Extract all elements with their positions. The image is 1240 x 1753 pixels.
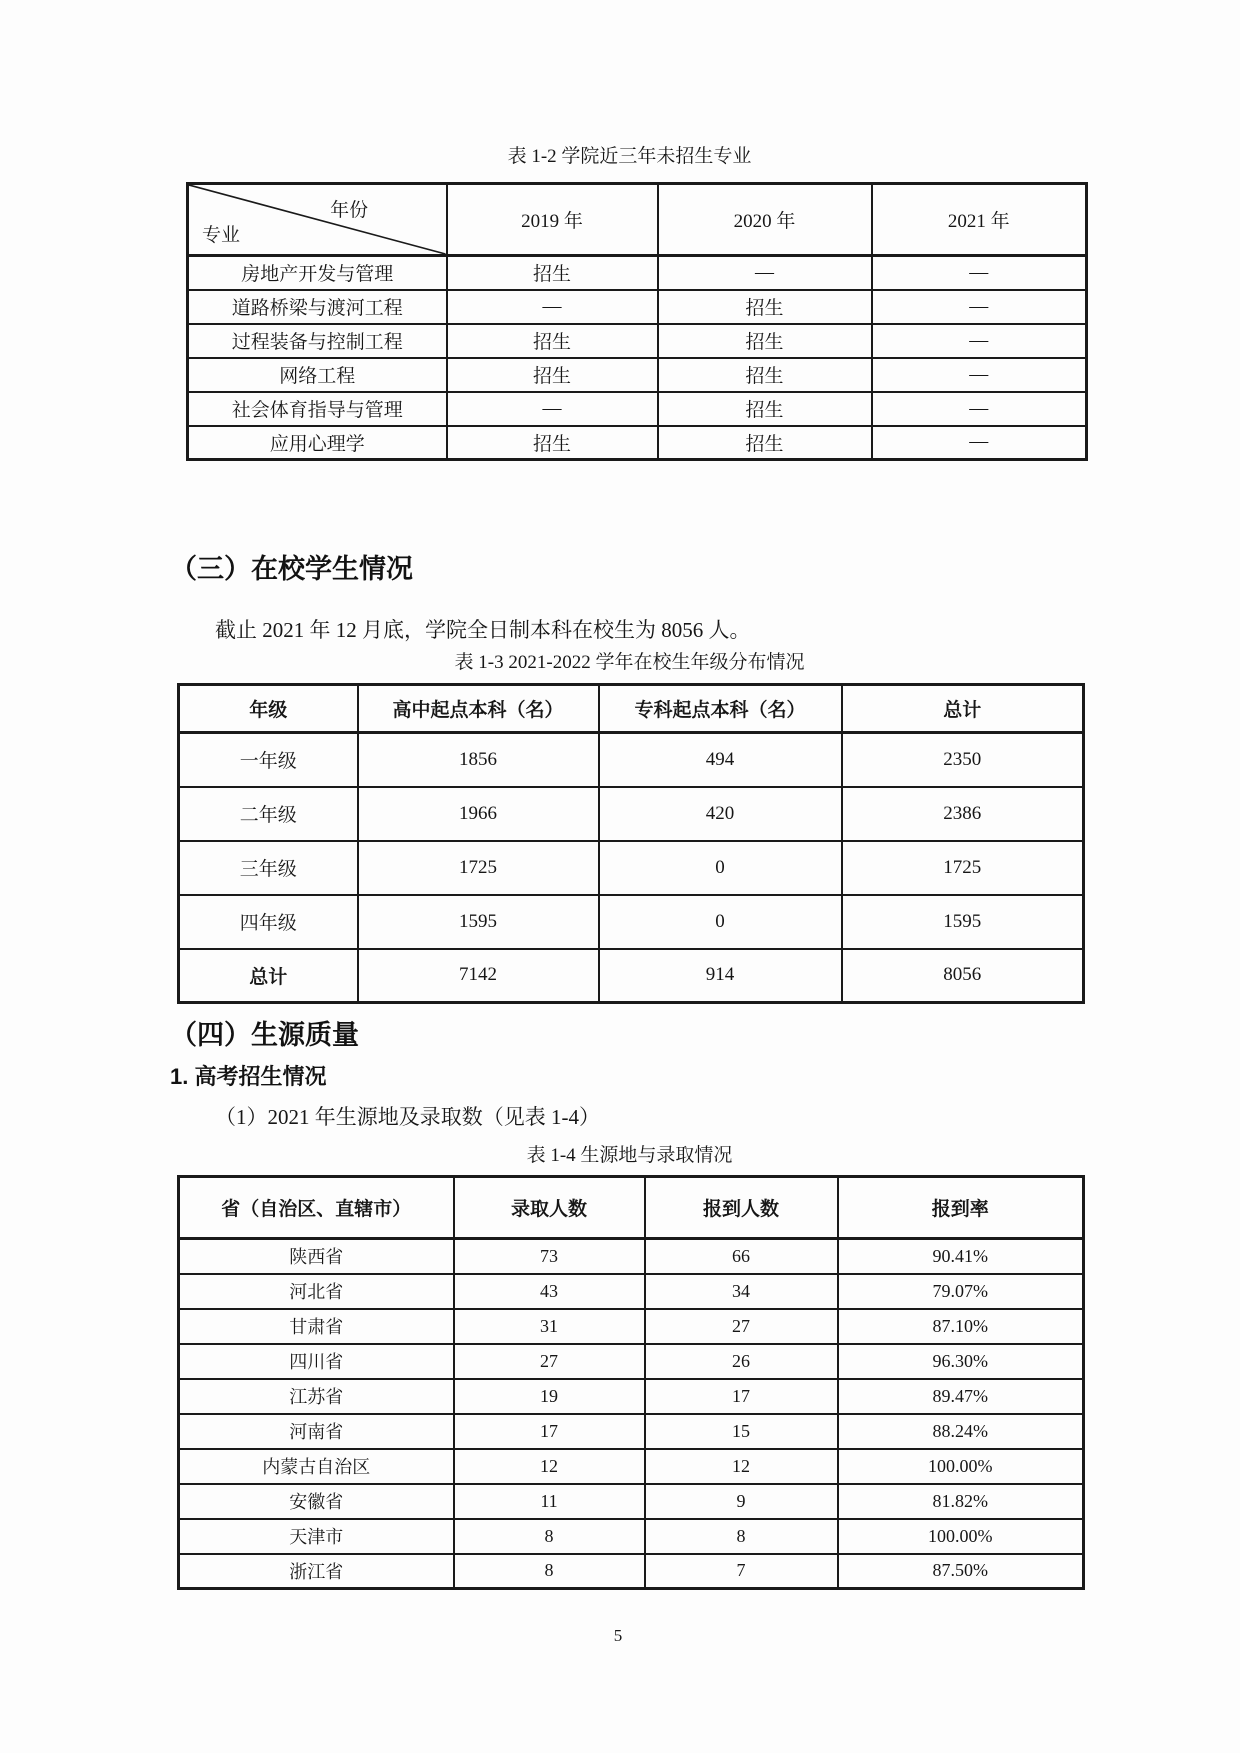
province-cell: 安徽省 bbox=[179, 1484, 454, 1519]
table-1-4-header-row bbox=[179, 1177, 1084, 1239]
section-heading-source-quality: （四）生源质量 bbox=[170, 1020, 359, 1050]
column-header-registered: 报到人数 bbox=[645, 1177, 838, 1239]
table-cell: 90.41% bbox=[838, 1239, 1084, 1274]
province-cell: 河北省 bbox=[179, 1274, 454, 1309]
table-cell: 0 bbox=[599, 841, 842, 895]
province-cell: 陕西省 bbox=[179, 1239, 454, 1274]
table-cell: 1856 bbox=[358, 733, 599, 787]
grade-cell: 四年级 bbox=[179, 895, 358, 949]
column-header-2020: 2020 年 bbox=[658, 184, 872, 256]
table-1-4-caption: 表 1-4 生源地与录取情况 bbox=[526, 1145, 733, 1166]
column-header-hs-entry: 高中起点本科（名） bbox=[358, 685, 599, 733]
table-1-3 bbox=[177, 683, 1085, 1004]
major-name-cell: 道路桥梁与渡河工程 bbox=[188, 290, 447, 324]
table-cell: 招生 bbox=[658, 392, 872, 426]
table-cell: 19 bbox=[454, 1379, 645, 1414]
table-cell: 100.00% bbox=[838, 1519, 1084, 1554]
table-row bbox=[179, 1344, 1084, 1379]
table-cell: 1966 bbox=[358, 787, 599, 841]
province-cell: 内蒙古自治区 bbox=[179, 1449, 454, 1484]
table-cell: 招生 bbox=[447, 324, 658, 358]
table-row bbox=[179, 1519, 1084, 1554]
table-1-4 bbox=[177, 1175, 1085, 1590]
table-cell: 31 bbox=[454, 1309, 645, 1344]
table-row bbox=[179, 895, 1084, 949]
table-row bbox=[179, 1554, 1084, 1589]
table-cell: 87.50% bbox=[838, 1554, 1084, 1589]
table-1-3-header-row bbox=[179, 685, 1084, 733]
table-cell: 1595 bbox=[842, 895, 1084, 949]
grade-cell: 一年级 bbox=[179, 733, 358, 787]
table-cell: 7142 bbox=[358, 949, 599, 1003]
grade-cell: 三年级 bbox=[179, 841, 358, 895]
page-number: 5 bbox=[613, 1626, 623, 1645]
table-row bbox=[179, 1274, 1084, 1309]
province-cell: 四川省 bbox=[179, 1344, 454, 1379]
table-cell: 43 bbox=[454, 1274, 645, 1309]
table-cell: 27 bbox=[645, 1309, 838, 1344]
table-cell: 1725 bbox=[358, 841, 599, 895]
subitem-source-areas: （1）2021 年生源地及录取数（见表 1-4） bbox=[215, 1105, 600, 1129]
table-cell: 9 bbox=[645, 1484, 838, 1519]
table-1-2-caption: 表 1-2 学院近三年未招生专业 bbox=[507, 146, 752, 167]
column-header-college-entry: 专科起点本科（名） bbox=[599, 685, 842, 733]
table-cell: 7 bbox=[645, 1554, 838, 1589]
table-row bbox=[179, 841, 1084, 895]
table-cell: — bbox=[872, 358, 1087, 392]
table-cell: 8 bbox=[454, 1554, 645, 1589]
major-name-cell: 过程装备与控制工程 bbox=[188, 324, 447, 358]
table-cell: 招生 bbox=[447, 426, 658, 460]
diagonal-header-cell bbox=[188, 184, 447, 256]
province-cell: 甘肃省 bbox=[179, 1309, 454, 1344]
table-1-3-caption: 表 1-3 2021-2022 学年在校生年级分布情况 bbox=[454, 652, 805, 673]
column-header-province: 省（自治区、直辖市） bbox=[179, 1177, 454, 1239]
table-cell: 79.07% bbox=[838, 1274, 1084, 1309]
table-cell: 0 bbox=[599, 895, 842, 949]
table-cell: 招生 bbox=[447, 358, 658, 392]
table-cell: 8 bbox=[645, 1519, 838, 1554]
table-row bbox=[179, 787, 1084, 841]
table-cell: 27 bbox=[454, 1344, 645, 1379]
total-label-cell: 总计 bbox=[179, 949, 358, 1003]
table-row bbox=[179, 1484, 1084, 1519]
province-cell: 河南省 bbox=[179, 1414, 454, 1449]
major-name-cell: 房地产开发与管理 bbox=[188, 256, 447, 290]
table-1-2-header-row bbox=[188, 184, 1087, 256]
table-cell: 12 bbox=[645, 1449, 838, 1484]
table-cell: 8056 bbox=[842, 949, 1084, 1003]
section-heading-students: （三）在校学生情况 bbox=[170, 554, 413, 584]
column-header-registration-rate: 报到率 bbox=[838, 1177, 1084, 1239]
major-name-cell: 应用心理学 bbox=[188, 426, 447, 460]
table-row bbox=[188, 358, 1087, 392]
table-cell: 11 bbox=[454, 1484, 645, 1519]
table-cell: 2350 bbox=[842, 733, 1084, 787]
table-row bbox=[179, 1379, 1084, 1414]
province-cell: 江苏省 bbox=[179, 1379, 454, 1414]
subheading-gaokao: 1. 高考招生情况 bbox=[170, 1064, 327, 1089]
table-cell: — bbox=[658, 256, 872, 290]
major-name-cell: 网络工程 bbox=[188, 358, 447, 392]
table-cell: 15 bbox=[645, 1414, 838, 1449]
table-cell: — bbox=[872, 426, 1087, 460]
table-row bbox=[179, 1239, 1084, 1274]
table-cell: 招生 bbox=[447, 256, 658, 290]
column-header-admitted: 录取人数 bbox=[454, 1177, 645, 1239]
table-cell: 招生 bbox=[658, 426, 872, 460]
table-row bbox=[188, 256, 1087, 290]
province-cell: 天津市 bbox=[179, 1519, 454, 1554]
table-cell: 73 bbox=[454, 1239, 645, 1274]
table-cell: — bbox=[872, 290, 1087, 324]
table-row bbox=[188, 324, 1087, 358]
table-cell: — bbox=[872, 324, 1087, 358]
table-cell: 26 bbox=[645, 1344, 838, 1379]
table-cell: — bbox=[447, 392, 658, 426]
table-cell: 420 bbox=[599, 787, 842, 841]
table-cell: 81.82% bbox=[838, 1484, 1084, 1519]
table-row bbox=[179, 1414, 1084, 1449]
table-cell: 招生 bbox=[658, 324, 872, 358]
table-cell: 2386 bbox=[842, 787, 1084, 841]
table-cell: 34 bbox=[645, 1274, 838, 1309]
table-cell: — bbox=[872, 256, 1087, 290]
students-paragraph: 截止 2021 年 12 月底，学院全日制本科在校生为 8056 人。 bbox=[215, 618, 751, 642]
table-row bbox=[188, 392, 1087, 426]
table-cell: 88.24% bbox=[838, 1414, 1084, 1449]
total-row bbox=[179, 949, 1084, 1003]
table-row bbox=[188, 290, 1087, 324]
corner-label-major: 专业 bbox=[202, 225, 241, 246]
table-row bbox=[179, 1449, 1084, 1484]
table-cell: 494 bbox=[599, 733, 842, 787]
table-cell: 914 bbox=[599, 949, 842, 1003]
table-cell: 66 bbox=[645, 1239, 838, 1274]
table-cell: 12 bbox=[454, 1449, 645, 1484]
table-cell: 100.00% bbox=[838, 1449, 1084, 1484]
table-cell: — bbox=[447, 290, 658, 324]
table-cell: 89.47% bbox=[838, 1379, 1084, 1414]
table-cell: 8 bbox=[454, 1519, 645, 1554]
table-cell: 1725 bbox=[842, 841, 1084, 895]
column-header-2019: 2019 年 bbox=[447, 184, 658, 256]
column-header-total: 总计 bbox=[842, 685, 1084, 733]
table-row bbox=[188, 426, 1087, 460]
table-1-2 bbox=[186, 182, 1088, 461]
table-cell: 1595 bbox=[358, 895, 599, 949]
table-row bbox=[179, 1309, 1084, 1344]
column-header-2021: 2021 年 bbox=[872, 184, 1087, 256]
table-row bbox=[179, 733, 1084, 787]
table-cell: 17 bbox=[454, 1414, 645, 1449]
table-cell: — bbox=[872, 392, 1087, 426]
grade-cell: 二年级 bbox=[179, 787, 358, 841]
table-cell: 96.30% bbox=[838, 1344, 1084, 1379]
table-cell: 招生 bbox=[658, 290, 872, 324]
table-cell: 招生 bbox=[658, 358, 872, 392]
corner-label-year: 年份 bbox=[330, 200, 369, 221]
province-cell: 浙江省 bbox=[179, 1554, 454, 1589]
table-cell: 17 bbox=[645, 1379, 838, 1414]
table-cell: 87.10% bbox=[838, 1309, 1084, 1344]
major-name-cell: 社会体育指导与管理 bbox=[188, 392, 447, 426]
column-header-grade: 年级 bbox=[179, 685, 358, 733]
